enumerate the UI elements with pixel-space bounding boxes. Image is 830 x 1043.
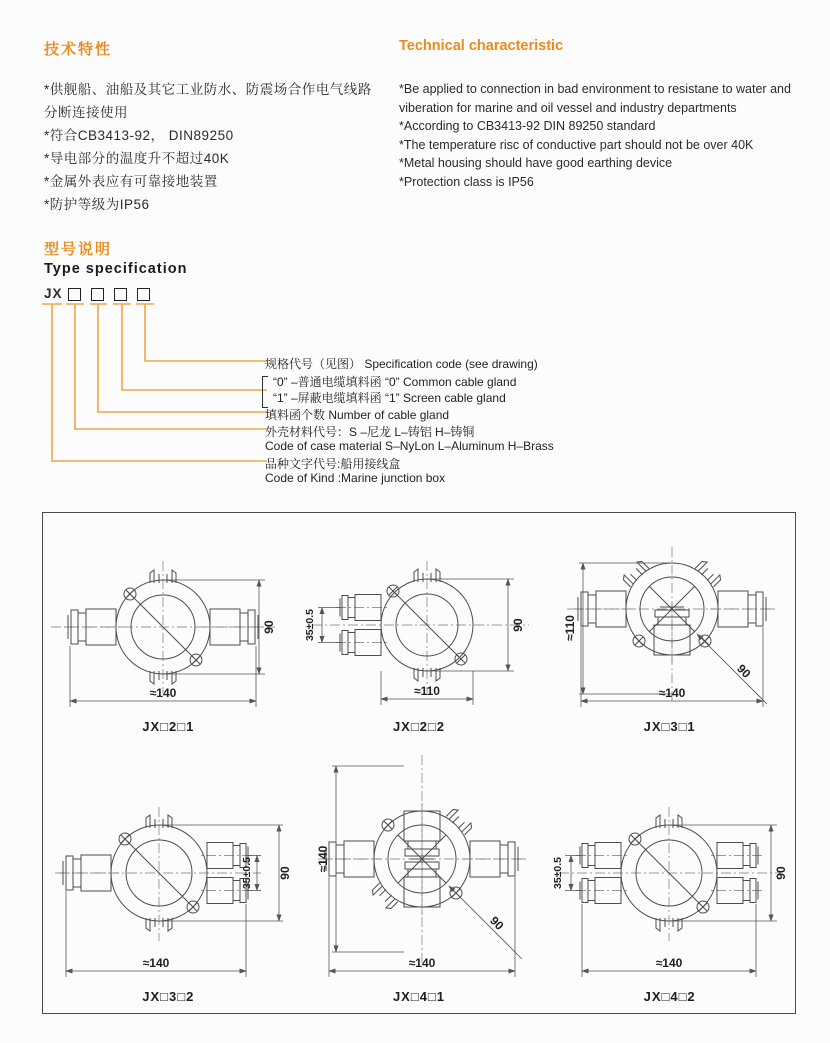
drawing-cell — [294, 742, 545, 1013]
bullet-zh: *导电部分的温度升不超过40K — [44, 151, 230, 166]
tech-heading-en: Technical characteristic — [399, 38, 564, 54]
spec-line-number: 填料函个数 Number of cable gland — [265, 408, 450, 422]
dim-label-bottom: ≈140 — [143, 956, 170, 970]
dim-label-left: ≈140 — [315, 845, 330, 873]
spec-line-material-zh: 外壳材料代号：S –尼龙 L–铸铝 H–铸铜 — [265, 425, 475, 439]
dim-label-left: 35±0.5 — [551, 856, 564, 890]
dim-label-right: 90 — [262, 620, 277, 634]
dim-label-bottom: ≈140 — [150, 686, 177, 700]
spec-line-code: 规格代号（见图） Specification code (see drawing) — [265, 357, 538, 371]
drawing-jx4x2 — [545, 773, 795, 987]
bullet-zh: *防护等级为IP56 — [44, 197, 150, 212]
drawing-cell — [43, 742, 294, 1013]
dim-label-right: 90 — [278, 866, 293, 880]
tech-bullets-zh — [44, 78, 374, 216]
spec-line-kind-en: Code of Kind :Marine junction box — [265, 471, 446, 485]
model-prefix: JX — [44, 286, 63, 301]
drawing-panel-bottom — [42, 742, 796, 1014]
dim-label-inner: 35±0.5 — [241, 856, 254, 890]
spec-line-gland0: “0” –普通电缆填料函 “0” Common cable gland — [273, 375, 517, 389]
drawing-jx3x1 — [545, 523, 795, 717]
bracket — [262, 376, 268, 408]
bullet-zh: *符合CB3413-92， DIN89250 — [44, 128, 234, 143]
bullet-zh: *供舰船、油船及其它工业防水、防震场合作电气线路分断连接使用 — [44, 82, 372, 120]
drawing-jx2x2 — [294, 545, 544, 717]
drawing-label: JX□3□1 — [643, 719, 696, 734]
dim-label-bottom: ≈110 — [414, 684, 440, 698]
dim-label-bottom: ≈140 — [408, 956, 436, 970]
drawing-label: JX□3□2 — [142, 989, 195, 1004]
drawing-jx3x2 — [43, 773, 293, 987]
drawing-label: JX□2□2 — [392, 719, 446, 734]
tech-bullets-en — [399, 80, 814, 191]
dim-label-right: 90 — [510, 618, 525, 632]
drawing-cell — [544, 742, 795, 1013]
drawing-cell — [43, 513, 294, 743]
spec-line-material-en: Code of case material S–NyLon L–Aluminum H–Brass — [265, 439, 554, 453]
drawing-jx2x1 — [43, 545, 293, 717]
drawing-cell — [294, 513, 545, 743]
dim-label-bottom: ≈140 — [655, 956, 682, 970]
drawing-label: JX□4□2 — [643, 989, 696, 1004]
drawing-cell — [544, 513, 795, 743]
dim-label-bottom: ≈140 — [658, 686, 685, 700]
dim-label-diag: 90 — [487, 913, 507, 933]
drawing-jx4x1 — [294, 747, 544, 987]
dim-label-left: 35±0.5 — [303, 608, 316, 642]
dim-label-diag: 90 — [733, 661, 754, 681]
tech-heading-zh: 技术特性 — [44, 41, 113, 58]
model-connector-lines — [35, 297, 275, 477]
bullet-en: *Metal housing should have good earthing device — [399, 156, 673, 170]
spec-line-gland1: “1” –屏蔽电缆填料函 “1” Screen cable gland — [273, 391, 506, 405]
drawing-panel-top — [42, 512, 796, 744]
bullet-en: *Be applied to connection in bad environment to resistane to water and viberation for marine and oil vessel and industry departments — [399, 82, 791, 115]
type-spec-heading-en: Type specification — [44, 261, 188, 277]
bullet-en: *Protection class is IP56 — [399, 174, 534, 189]
spec-line-kind-zh: 品种文字代号:船用接线盒 — [265, 457, 401, 471]
bullet-en: *The temperature risc of conductive part should not be over 40K — [399, 137, 754, 152]
drawing-label: JX□4□1 — [392, 989, 446, 1004]
dim-label-right: 90 — [773, 866, 788, 880]
dim-label-left: ≈110 — [562, 615, 577, 641]
drawing-label: JX□2□1 — [142, 719, 195, 734]
type-spec-heading-zh: 型号说明 — [44, 241, 113, 258]
bullet-en: *According to CB3413-92 DIN 89250 standard — [399, 119, 656, 133]
bullet-zh: *金属外表应有可靠接地装置 — [44, 174, 218, 189]
